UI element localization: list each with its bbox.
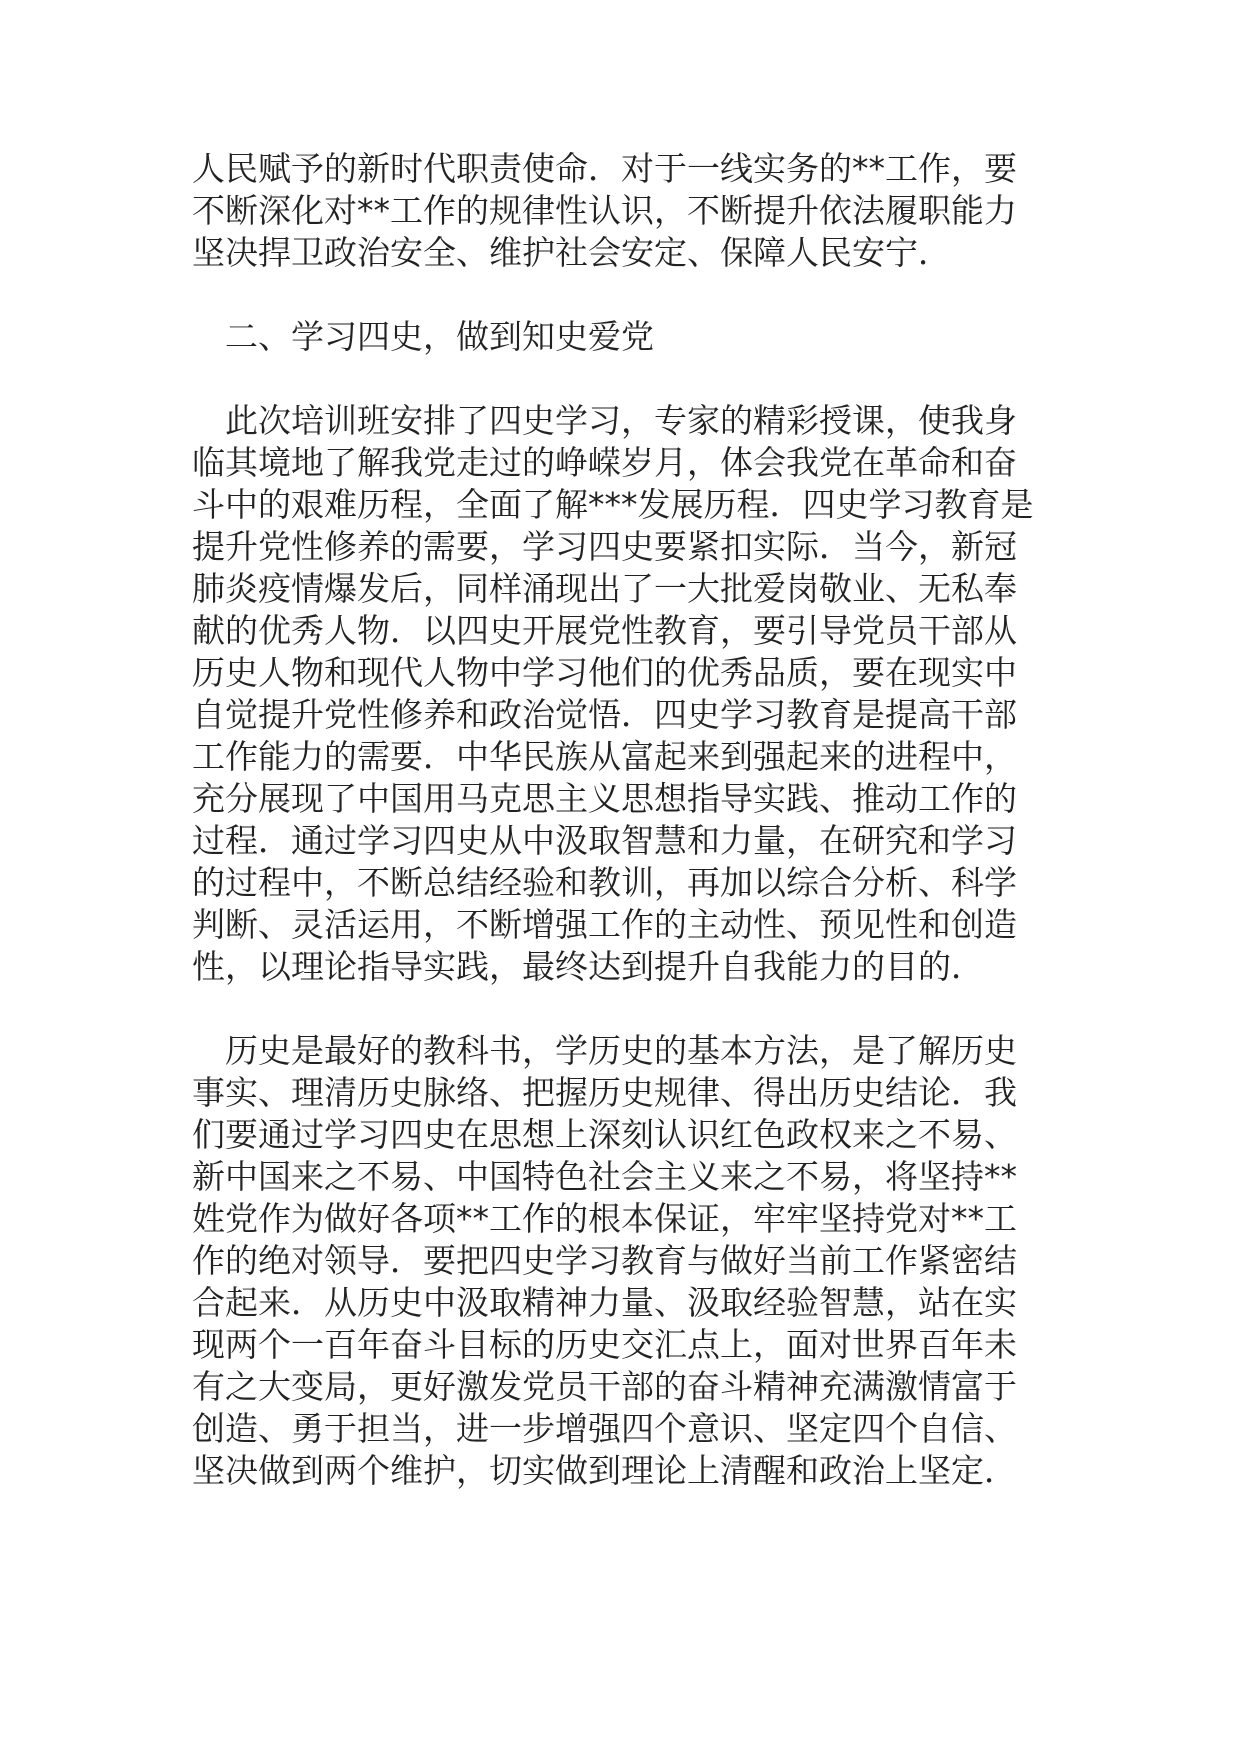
text-line: 坚决做到两个维护，切实做到理论上清醒和政治上坚定． <box>192 1451 1017 1490</box>
paragraph-spacer <box>192 988 1052 1030</box>
text-line: 现两个一百年奋斗目标的历史交汇点上，面对世界百年未 <box>192 1325 1017 1364</box>
paragraph-3 <box>192 1030 1052 1492</box>
paragraph-1 <box>192 148 1052 274</box>
text-line: 的过程中，不断总结经验和教训，再加以综合分析、科学 <box>192 863 1017 902</box>
text-line: 坚决捍卫政治安全、维护社会安定、保障人民安宁． <box>192 233 951 272</box>
text-line: 斗中的艰难历程，全面了解***发展历程．四史学习教育是 <box>192 485 1034 524</box>
text-line: 新中国来之不易、中国特色社会主义来之不易，将坚持** <box>192 1157 1017 1196</box>
text-line: 提升党性修养的需要，学习四史要紧扣实际．当今，新冠 <box>192 527 1017 566</box>
text-line: 判断、灵活运用，不断增强工作的主动性、预见性和创造 <box>192 905 1017 944</box>
paragraph-spacer <box>192 274 1052 316</box>
text-line: 不断深化对**工作的规律性认识，不断提升依法履职能力 <box>192 191 1017 230</box>
text-line: 有之大变局，更好激发党员干部的奋斗精神充满激情富于 <box>192 1367 1017 1406</box>
text-line: 创造、勇于担当，进一步增强四个意识、坚定四个自信、 <box>192 1409 1017 1448</box>
paragraph-2 <box>192 400 1052 988</box>
text-line: 们要通过学习四史在思想上深刻认识红色政权来之不易、 <box>192 1115 1017 1154</box>
text-line: 人民赋予的新时代职责使命．对于一线实务的**工作，要 <box>192 149 1017 188</box>
text-line: 此次培训班安排了四史学习，专家的精彩授课，使我身 <box>225 401 1017 440</box>
text-line: 历史人物和现代人物中学习他们的优秀品质，要在现实中 <box>192 653 1017 692</box>
text-line: 过程．通过学习四史从中汲取智慧和力量，在研究和学习 <box>192 821 1017 860</box>
text-line: 肺炎疫情爆发后，同样涌现出了一大批爱岗敬业、无私奉 <box>192 569 1017 608</box>
text-line: 作的绝对领导．要把四史学习教育与做好当前工作紧密结 <box>192 1241 1017 1280</box>
text-line: 献的优秀人物．以四史开展党性教育，要引导党员干部从 <box>192 611 1017 650</box>
text-line: 事实、理清历史脉络、把握历史规律、得出历史结论．我 <box>192 1073 1017 1112</box>
text-line: 性，以理论指导实践，最终达到提升自我能力的目的． <box>192 947 984 986</box>
paragraph-spacer <box>192 358 1052 400</box>
text-line: 合起来．从历史中汲取精神力量、汲取经验智慧，站在实 <box>192 1283 1017 1322</box>
text-line: 临其境地了解我党走过的峥嵘岁月，体会我党在革命和奋 <box>192 443 1017 482</box>
text-line: 历史是最好的教科书，学历史的基本方法，是了解历史 <box>225 1031 1017 1070</box>
text-line: 自觉提升党性修养和政治觉悟．四史学习教育是提高干部 <box>192 695 1017 734</box>
document-body <box>192 148 1052 1492</box>
text-line: 工作能力的需要．中华民族从富起来到强起来的进程中， <box>192 737 1017 776</box>
text-line: 姓党作为做好各项**工作的根本保证，牢牢坚持党对**工 <box>192 1199 1017 1238</box>
section-heading: 二、学习四史，做到知史爱党 <box>225 317 654 356</box>
text-line: 充分展现了中国用马克思主义思想指导实践、推动工作的 <box>192 779 1017 818</box>
